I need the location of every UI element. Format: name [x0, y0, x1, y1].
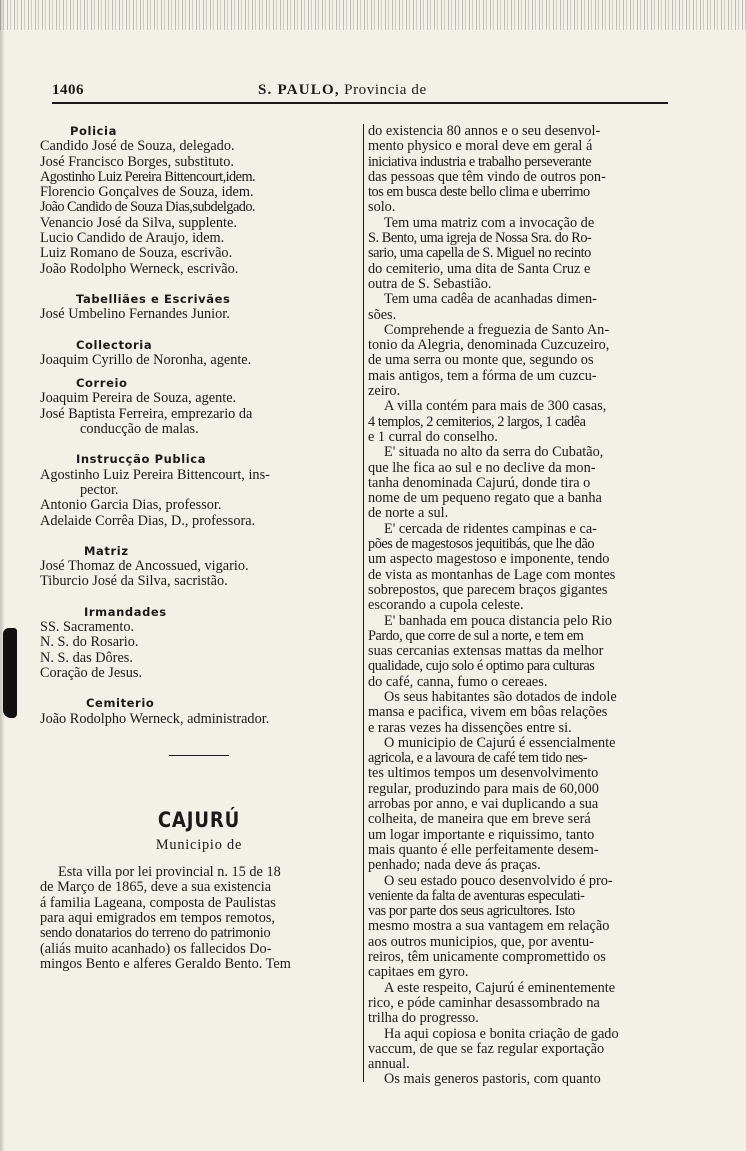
scan-left-edge	[0, 0, 5, 1151]
body-line: penhado; nada deve ás praças.	[368, 857, 541, 874]
body-line: reiros, têm unicamente compromettido os	[368, 949, 606, 966]
column-rule	[363, 124, 364, 1082]
body-line: e raras vezes ha dissenções entre si.	[368, 719, 572, 736]
body-line: sões.	[368, 306, 397, 323]
body-line: escorando a cupola celeste.	[368, 597, 524, 614]
cemiterio-heading: Cemiterio	[86, 696, 155, 711]
correio-heading: Correio	[76, 376, 128, 391]
correio-line: Joaquim Pereira de Souza, agente.	[40, 390, 237, 407]
body-line: mais quanto é elle perfeitamente desem-	[368, 841, 599, 858]
body-line: tos em busca deste bello clima e uberrimo	[368, 184, 590, 201]
body-line: das pessoas que têm vindo de outros pon-	[368, 168, 606, 185]
body-line: do café, canna, fumo o cereaes.	[368, 673, 548, 690]
body-line: colheita, de maneira que em breve será	[368, 811, 591, 828]
body-line: trilha do progresso.	[368, 1010, 479, 1027]
body-line: O seu estado pouco desenvolvido é pro-	[384, 872, 613, 889]
body-line: outra de S. Sebastião.	[368, 275, 492, 292]
cemiterio-line: João Rodolpho Werneck, administrador.	[40, 710, 270, 727]
body-line: E' cercada de ridentes campinas e ca-	[384, 520, 597, 537]
body-line: zeiro.	[368, 383, 401, 400]
collectoria-line: Joaquim Cyrillo de Noronha, agente.	[40, 351, 252, 368]
body-line: de norte a sul.	[368, 505, 449, 522]
body-line: pões de magestosos jequitibás, que lhe dão	[368, 536, 595, 553]
policia-line: José Francisco Borges, substituto.	[40, 153, 234, 170]
collectoria-heading: Collectoria	[76, 337, 153, 352]
body-line: Tem uma cadêa de acanhadas dimen-	[384, 291, 597, 308]
body-line: A este respeito, Cajurú é eminentemente	[384, 979, 616, 996]
left-column	[40, 124, 358, 972]
policia-line: Agostinho Luiz Pereira Bittencourt,idem.	[40, 168, 256, 185]
cajuru-title: CAJURÚ	[157, 807, 241, 832]
body-line: um logar importante e riquissimo, tanto	[368, 826, 595, 843]
body-line: E' situada no alto da serra do Cubatão,	[384, 444, 604, 461]
body-line: vaccum, de que se faz regular exportação	[368, 1040, 605, 1057]
body-line: iniciativa industria e trabalho perseverante	[368, 153, 592, 170]
body-line: que lhe fica ao sul e no declive da mon-	[368, 459, 596, 476]
instruccao-line: pector.	[80, 481, 119, 498]
policia-line: João Candido de Souza Dias,subdelgado.	[40, 199, 255, 216]
tabelliaes-line: José Umbelino Fernandes Junior.	[40, 306, 230, 323]
body-line: e 1 curral do conselho.	[368, 428, 498, 445]
body-line: do cemiterio, uma dita de Santa Cruz e	[368, 260, 591, 277]
cajuru-line: á familia Lageana, composta de Paulistas	[40, 894, 276, 911]
cajuru-line: de Março de 1865, deve a sua existencia	[40, 879, 272, 896]
cajuru-subtitle: Municipio de	[155, 836, 243, 853]
body-line: capitaes em gyro.	[368, 964, 469, 981]
body-line: mesmo mostra a sua vantagem em relação	[368, 918, 610, 935]
body-line: de uma serra ou monte que, segundo os	[368, 352, 594, 369]
body-line: E' banhada em pouca distancia pelo Rio	[384, 612, 613, 629]
instruccao-heading: Instrucção Publica	[76, 452, 207, 467]
body-line: Pardo, que corre de sul a norte, e tem em	[368, 627, 584, 644]
matriz-heading: Matriz	[84, 543, 129, 558]
page-header	[52, 80, 668, 102]
body-line: rico, e póde caminhar desassombrado na	[368, 994, 600, 1011]
body-line: mais antigos, tem a fórma de um cuzcu-	[368, 367, 597, 384]
body-line: O municipio de Cajurú é essencialmente	[384, 734, 616, 751]
body-line: A villa contém para mais de 300 casas,	[384, 398, 607, 415]
instruccao-line: Antonio Garcia Dias, professor.	[40, 497, 222, 514]
policia-line: Venancio José da Silva, supplente.	[40, 214, 237, 231]
body-line: tanha denominada Cajurú, donde tira o	[368, 474, 591, 491]
instruccao-line: Adelaide Corrêa Dias, D., professora.	[40, 512, 256, 529]
policia-heading: Policia	[70, 124, 117, 138]
cajuru-line: sendo donatarios do terreno do patrimonio	[40, 925, 271, 942]
body-line: arrobas por anno, e vai duplicando a sua	[368, 796, 599, 813]
body-line: vas por parte dos seus agricultores. Isto	[368, 903, 575, 920]
body-line: suas cercanias extensas mattas da melhor	[368, 643, 604, 660]
body-line: nome de um pequeno regato que a banha	[368, 490, 602, 507]
irmandades-heading: Irmandades	[84, 604, 167, 619]
irmandades-line: N. S. das Dôres.	[40, 649, 133, 666]
right-column	[368, 124, 680, 1088]
body-line: solo.	[368, 199, 396, 216]
policia-line: Florencio Gonçalves de Souza, idem.	[40, 184, 254, 201]
body-line: sario, uma capella de S. Miguel no recinto	[368, 245, 591, 262]
matriz-line: Tiburcio José da Silva, sacristão.	[40, 573, 228, 590]
body-line: qualidade, cujo solo é optimo para culturas	[368, 658, 595, 675]
irmandades-line: Coração de Jesus.	[40, 664, 143, 681]
irmandades-line: N. S. do Rosario.	[40, 634, 139, 651]
policia-line: Luiz Romano de Souza, escrivão.	[40, 245, 233, 262]
body-line: de vista as montanhas de Lage com montes	[368, 566, 616, 583]
running-head	[258, 82, 427, 99]
body-line: Ha aqui copiosa e bonita criação de gado	[384, 1025, 619, 1042]
cajuru-line: para aqui emigrados em tempos remotos,	[40, 909, 276, 926]
body-line: Tem uma matriz com a invocação de	[384, 214, 595, 231]
body-line: mento physico e moral deve em geral á	[368, 138, 593, 155]
ink-stain	[3, 628, 17, 718]
running-head-bold: S. PAULO,	[258, 82, 340, 98]
irmandades-line: SS. Sacramento.	[40, 619, 135, 636]
running-head-rest: Provincia de	[339, 82, 427, 98]
policia-line: João Rodolpho Werneck, escrivão.	[40, 260, 239, 277]
body-line: 4 templos, 2 cemiterios, 2 largos, 1 cadêa	[368, 413, 586, 430]
body-line: S. Bento, uma igreja de Nossa Sra. do Ro-	[368, 230, 592, 247]
body-line: agricola, e a lavoura de café tem tido nes-	[368, 750, 588, 767]
body-line: mansa e pacifica, vivem em bôas relações	[368, 704, 608, 721]
body-line: Os seus habitantes são dotados de indole	[384, 688, 617, 705]
body-line: Comprehende a freguezia de Santo An-	[384, 321, 610, 338]
tabelliaes-heading: Tabelliães e Escrivães	[76, 291, 231, 306]
correio-line: conducção de malas.	[80, 421, 199, 438]
body-line: Os mais generos pastoris, com quanto	[384, 1071, 601, 1088]
correio-line: José Baptista Ferreira, emprezario da	[40, 405, 253, 422]
body-line: aos outros municipios, que, por aventu-	[368, 933, 594, 950]
cajuru-line: mingos Bento e alferes Geraldo Bento. Tem	[40, 955, 291, 972]
body-line: regular, produzindo para mais de 60,000	[368, 780, 599, 797]
body-line: um aspecto magestoso e imponente, tendo	[368, 551, 610, 568]
policia-line: Lucio Candido de Araujo, idem.	[40, 230, 225, 247]
policia-line: Candido José de Souza, delegado.	[40, 138, 235, 155]
body-line: do existencia 80 annos e o seu desenvol-	[368, 123, 601, 139]
cajuru-line: Esta villa por lei provincial n. 15 de 18	[58, 864, 281, 881]
body-line: tonio da Alegria, denominada Cuzcuzeiro,	[368, 337, 610, 354]
body-line: veniente da falta de aventuras especulati-	[368, 887, 585, 904]
header-rule	[52, 102, 668, 104]
page-number: 1406	[52, 82, 84, 98]
body-line: annual.	[368, 1056, 410, 1073]
body-line: tes ultimos tempos um desenvolvimento	[368, 765, 599, 782]
body-line: sobrepostos, que parecem braços gigantes	[368, 581, 608, 598]
scan-top-noise	[0, 0, 746, 30]
cajuru-line: (aliás muito acanhado) os fallecidos Do-	[40, 940, 272, 957]
instruccao-line: Agostinho Luiz Pereira Bittencourt, ins-	[40, 466, 270, 483]
matriz-line: José Thomaz de Ancossued, vigario.	[40, 558, 249, 575]
